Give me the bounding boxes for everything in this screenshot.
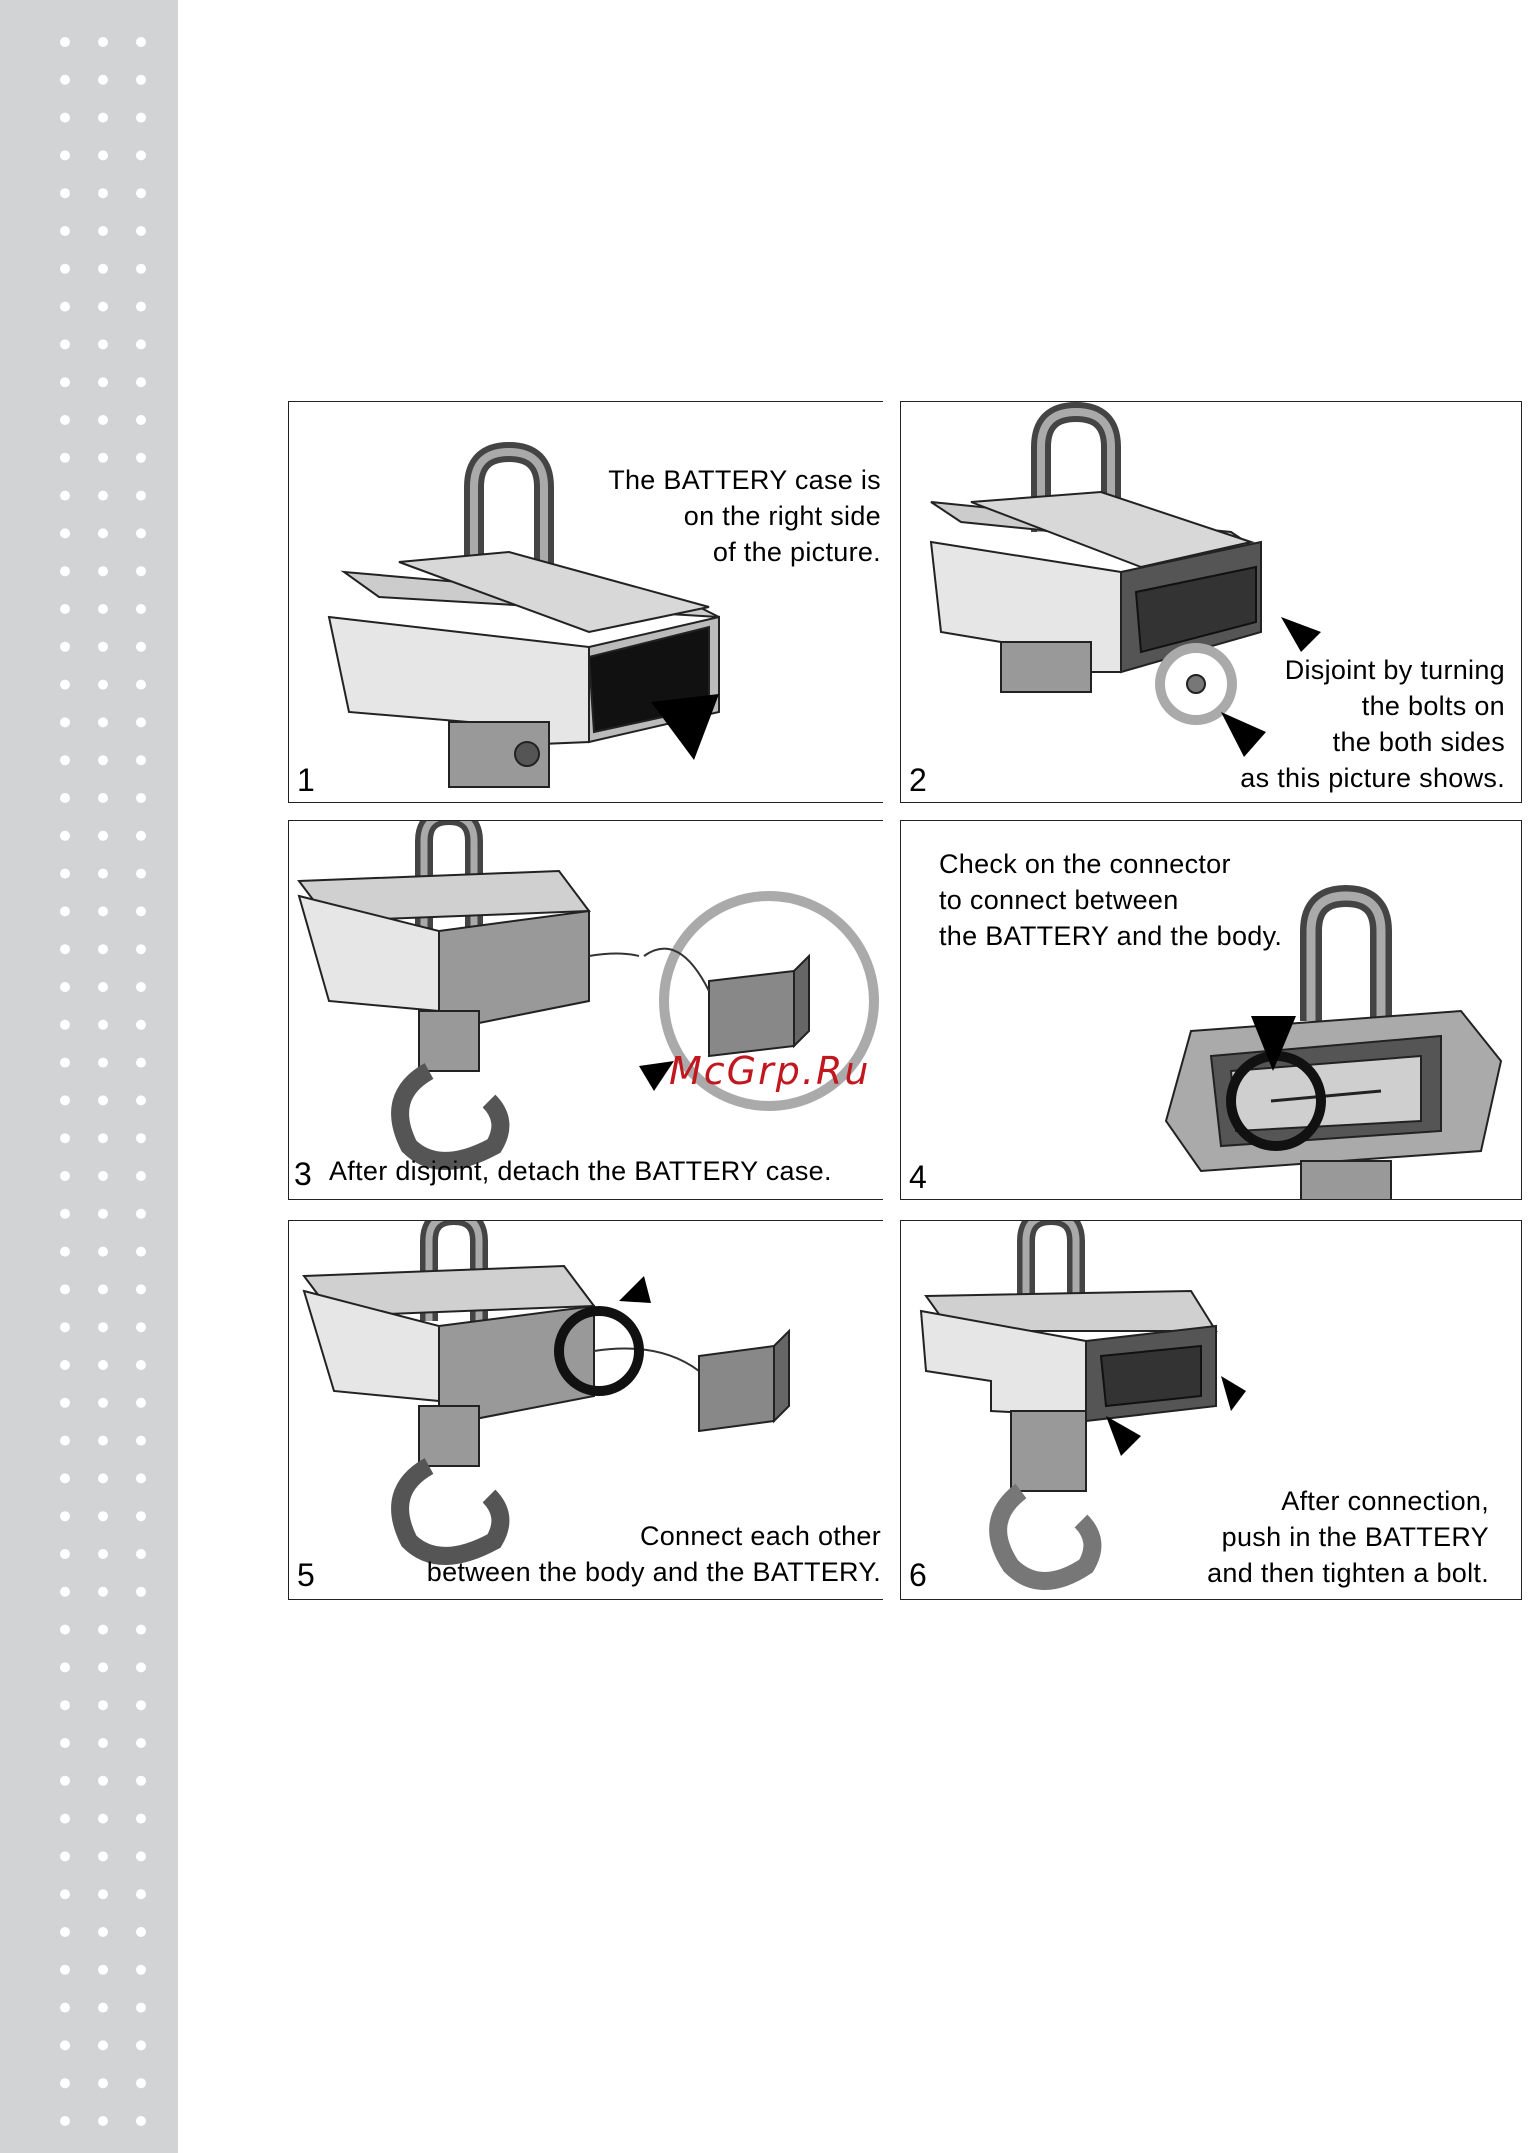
decorative-dot [60,944,70,954]
step-panel-6 [900,1220,1522,1600]
decorative-dot [60,1360,70,1370]
decorative-dot [60,717,70,727]
decorative-dot [60,831,70,841]
decorative-dot [60,1171,70,1181]
step-caption: Connect each other between the body and the BATTERY. [426,1521,881,1587]
decorative-dot [136,1587,146,1597]
decorative-dot [60,528,70,538]
decorative-dot [136,1171,146,1181]
decorative-dot [98,1511,108,1521]
step-caption: After connection, push in the BATTERY and then tighten a bolt. [1207,1486,1489,1588]
decorative-dot [98,1662,108,1672]
decorative-dot [98,642,108,652]
decorative-dot [60,1133,70,1143]
decorative-dot [60,1511,70,1521]
decorative-dot [60,1247,70,1257]
decorative-dot [98,1927,108,1937]
decorative-dot [98,226,108,236]
decorative-dot [98,1020,108,1030]
decorative-dot [98,491,108,501]
decorative-dot [98,302,108,312]
decorative-dot [60,1700,70,1710]
decorative-dot [60,1322,70,1332]
pointer-arrow [1221,1376,1246,1411]
decorative-dot [60,1965,70,1975]
dot-pattern [0,0,178,2153]
decorative-dot [98,1814,108,1824]
decorative-dot [98,1738,108,1748]
step-number: 2 [909,762,927,798]
decorative-dot [60,793,70,803]
decorative-dot [60,226,70,236]
decorative-dot [98,75,108,85]
decorative-dot [60,1209,70,1219]
decorative-dot [60,2116,70,2126]
step-number: 1 [297,762,315,798]
decorative-dot [60,2040,70,2050]
decorative-dot [60,339,70,349]
decorative-dot [60,906,70,916]
decorative-dot [136,1889,146,1899]
decorative-dot [136,1284,146,1294]
decorative-dot [136,75,146,85]
decorative-dot [136,831,146,841]
pointer-arrow [1281,617,1321,652]
decorative-dot [98,37,108,47]
decorative-dot [136,604,146,614]
decorative-dot [136,642,146,652]
step-number: 6 [909,1557,927,1593]
decorative-dot [136,1662,146,1672]
decorative-dot [98,1209,108,1219]
decorative-dot [98,906,108,916]
decorative-dot [98,2116,108,2126]
step-number: 3 [294,1156,312,1192]
decorative-dot [60,680,70,690]
decorative-dot [98,717,108,727]
decorative-dot [98,188,108,198]
decorative-dot [60,1814,70,1824]
step-caption: Check on the connector to connect between the BATTERY and the body. [939,849,1283,951]
step-panel-2 [900,401,1522,803]
decorative-dot [98,1473,108,1483]
step-panel-3 [288,820,883,1200]
decorative-dot [60,491,70,501]
decorative-dot [60,566,70,576]
decorative-dot [98,1549,108,1559]
decorative-dot [136,264,146,274]
decorative-dot [98,1587,108,1597]
decorative-dot [60,1058,70,1068]
decorative-dot [136,1133,146,1143]
decorative-dot [136,1625,146,1635]
decorative-dot [136,188,146,198]
step-number: 4 [909,1159,927,1195]
decorative-dot [98,528,108,538]
decorative-dot [98,113,108,123]
decorative-dot [98,680,108,690]
decorative-dot [136,869,146,879]
decorative-dot [136,1927,146,1937]
decorative-dot [98,869,108,879]
decorative-dot [98,1965,108,1975]
decorative-dot [60,150,70,160]
decorative-dot [136,2003,146,2013]
decorative-dot [98,2078,108,2088]
decorative-dot [136,2078,146,2088]
side-band [0,0,178,2153]
decorative-dot [60,1738,70,1748]
decorative-dot [136,717,146,727]
decorative-dot [136,1436,146,1446]
decorative-dot [136,793,146,803]
decorative-dot [60,2078,70,2088]
decorative-dot [98,1360,108,1370]
decorative-dot [60,1625,70,1635]
decorative-dot [136,1549,146,1559]
decorative-dot [98,1436,108,1446]
decorative-dot [136,1700,146,1710]
step-caption: The BATTERY case is on the right side of the picture. [608,465,881,567]
decorative-dot [60,1284,70,1294]
decorative-dot [60,642,70,652]
decorative-dot [60,113,70,123]
decorative-dot [60,377,70,387]
decorative-dot [136,944,146,954]
decorative-dot [98,377,108,387]
decorative-dot [98,982,108,992]
decorative-dot [60,1927,70,1937]
decorative-dot [60,1436,70,1446]
decorative-dot [98,2040,108,2050]
decorative-dot [98,604,108,614]
decorative-dot [136,1095,146,1105]
decorative-dot [60,1020,70,1030]
decorative-dot [60,1398,70,1408]
decorative-dot [98,453,108,463]
decorative-dot [60,302,70,312]
decorative-dot [136,150,146,160]
decorative-dot [136,1738,146,1748]
decorative-dot [60,415,70,425]
decorative-dot [136,680,146,690]
step-panel-4 [900,820,1522,1200]
decorative-dot [98,1247,108,1257]
decorative-dot [136,339,146,349]
decorative-dot [136,37,146,47]
decorative-dot [98,1171,108,1181]
decorative-dot [136,1020,146,1030]
decorative-dot [98,566,108,576]
decorative-dot [60,1549,70,1559]
decorative-dot [136,528,146,538]
decorative-dot [60,1662,70,1672]
step-caption: Disjoint by turning the bolts on the both sides as this picture shows. [1240,655,1505,793]
decorative-dot [136,453,146,463]
decorative-dot [98,339,108,349]
decorative-dot [98,264,108,274]
step-panel-5 [288,1220,883,1600]
decorative-dot [98,831,108,841]
decorative-dot [136,566,146,576]
decorative-dot [136,491,146,501]
pointer-arrow [1106,1416,1141,1456]
decorative-dot [60,869,70,879]
decorative-dot [136,2116,146,2126]
step-number: 5 [297,1557,315,1593]
pointer-arrow [651,694,719,760]
decorative-dot [60,264,70,274]
decorative-dot [98,1776,108,1786]
decorative-dot [136,1511,146,1521]
decorative-dot [98,755,108,765]
decorative-dot [60,188,70,198]
decorative-dot [60,1889,70,1899]
decorative-dot [98,1058,108,1068]
decorative-dot [60,1587,70,1597]
decorative-dot [98,2003,108,2013]
step-caption: After disjoint, detach the BATTERY case. [329,1156,832,1186]
crane-scale-illustration [289,821,883,1199]
watermark: McGrp.Ru [669,1049,871,1093]
decorative-dot [98,1889,108,1899]
decorative-dot [60,75,70,85]
decorative-dot [60,453,70,463]
decorative-dot [98,1322,108,1332]
decorative-dot [60,982,70,992]
decorative-dot [60,1473,70,1483]
decorative-dot [60,1776,70,1786]
decorative-dot [136,1360,146,1370]
decorative-dot [60,604,70,614]
decorative-dot [136,1247,146,1257]
decorative-dot [98,150,108,160]
decorative-dot [136,302,146,312]
decorative-dot [136,2040,146,2050]
decorative-dot [136,415,146,425]
decorative-dot [136,226,146,236]
decorative-dot [136,1776,146,1786]
decorative-dot [136,1209,146,1219]
decorative-dot [98,1133,108,1143]
decorative-dot [136,906,146,916]
decorative-dot [98,1851,108,1861]
decorative-dot [98,1095,108,1105]
decorative-dot [136,1058,146,1068]
decorative-dot [136,113,146,123]
decorative-dot [136,755,146,765]
decorative-dot [98,1398,108,1408]
decorative-dot [98,1700,108,1710]
decorative-dot [98,1284,108,1294]
pointer-arrow [619,1276,651,1303]
decorative-dot [98,415,108,425]
decorative-dot [136,1473,146,1483]
decorative-dot [60,2003,70,2013]
decorative-dot [136,377,146,387]
decorative-dot [136,1398,146,1408]
decorative-dot [60,755,70,765]
decorative-dot [136,1322,146,1332]
decorative-dot [98,793,108,803]
decorative-dot [136,1814,146,1824]
decorative-dot [60,1851,70,1861]
decorative-dot [136,1965,146,1975]
decorative-dot [60,37,70,47]
decorative-dot [98,1625,108,1635]
decorative-dot [136,1851,146,1861]
decorative-dot [60,1095,70,1105]
decorative-dot [136,982,146,992]
step-panel-1 [288,401,883,803]
decorative-dot [98,944,108,954]
